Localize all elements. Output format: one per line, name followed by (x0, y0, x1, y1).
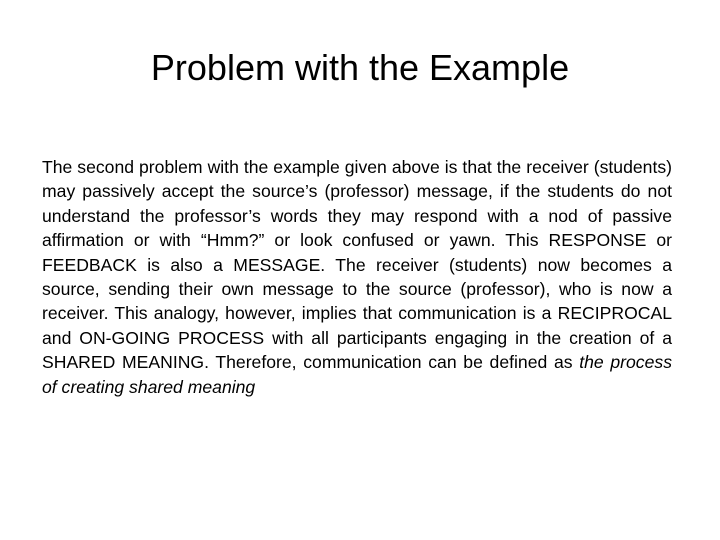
body-text-main: The second problem with the example given above is that the receiver (students) may passively accept the source’s (professor) message, if the students do not understand the professor’s words they may respond with a nod of passive affirmation or with “Hmm?” or look confused or yawn. This RESPONSE or FEEDBACK is also a MESSAGE. The receiver (students) now becomes a source, sending their own message to the source (professor), who is now a receiver. This analogy, however, implies that communication is a RECIPROCAL and ON-GOING PROCESS with all participants engaging in the creation of a SHARED MEANING. Therefore, communication can be defined as (42, 157, 672, 373)
slide-body-text (42, 155, 672, 399)
slide-title: Problem with the Example (150, 47, 570, 88)
body-text-emphasis: the process of creating shared meaning (42, 352, 672, 397)
